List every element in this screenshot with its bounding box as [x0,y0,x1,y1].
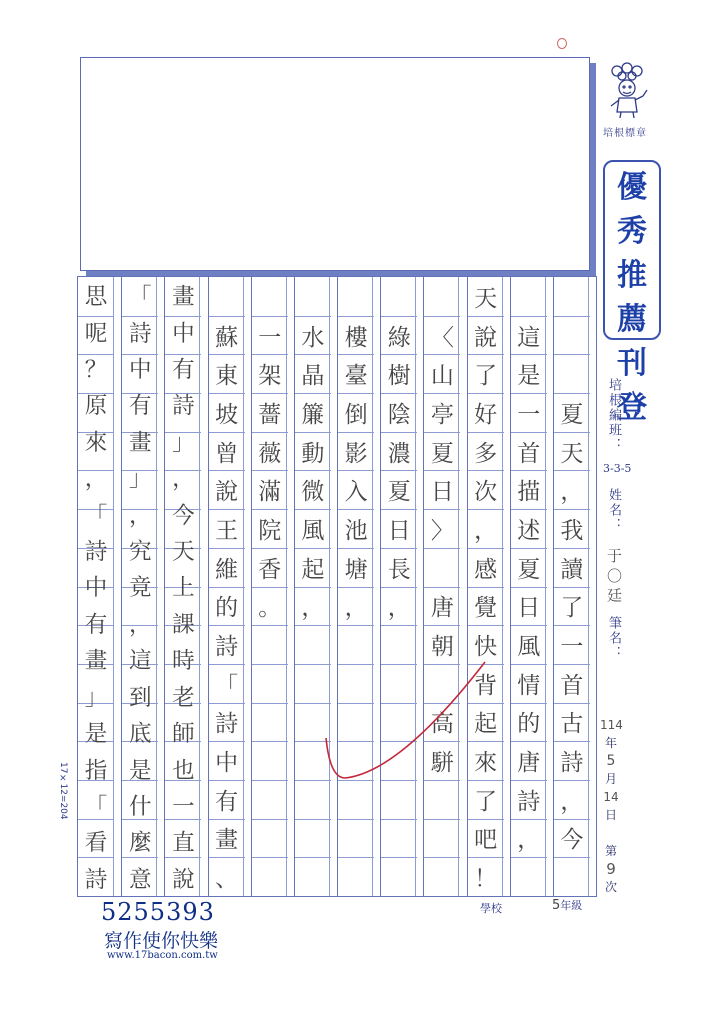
essay-char: 什 [128,793,152,820]
essay-char: 今 [560,827,584,854]
grid-column [423,277,466,896]
essay-char: 朝 [430,634,454,661]
grid-column [294,277,337,896]
essay-char: 的 [517,711,541,738]
essay-char [338,741,374,780]
essay-char: ， [560,479,584,506]
grid-column [78,277,121,896]
grid-column [510,277,553,896]
essay-char [424,780,460,819]
essay-char: ， [344,595,368,622]
essay-char: 」 [172,429,195,456]
essay-char: 到 [128,684,152,711]
essay-char: 畫 [128,429,152,456]
stamp-char: 登 [617,390,647,425]
essay-char [381,703,417,742]
essay-char [295,277,331,316]
essay-char: 說 [474,324,498,351]
essay-char [338,780,374,819]
essay-char: 情 [517,672,541,699]
essay-char: 吧 [474,827,498,854]
pen-name-label: 筆名： [606,616,621,661]
essay-char [295,819,331,858]
grid-column [467,277,510,896]
essay-char: 詩 [84,866,108,893]
essay-char: 究 [128,539,152,566]
essay-char: 畫 [172,284,195,311]
essay-char [381,741,417,780]
essay-char: 「 [84,793,108,820]
essay-char: ， [128,502,152,529]
essay-char [381,625,417,664]
essay-char: 入 [344,479,368,506]
essay-char: 樓 [344,324,368,351]
essay-char: 樹 [387,363,411,390]
cell-divider [252,857,288,858]
essay-char: 日 [387,517,411,544]
essay-char: 夏 [560,401,584,428]
essay-char [424,819,460,858]
essay-char: 詩 [215,634,239,661]
essay-char: ， [517,827,541,854]
essay-char: 滿 [258,479,282,506]
essay-char: 水 [301,324,325,351]
essay-char: ， [301,595,325,622]
session-label-pre: 第 [604,844,617,858]
essay-char: 中 [172,320,195,347]
essay-char: 中 [84,575,108,602]
essay-char: ， [172,466,195,493]
essay-char [338,664,374,703]
essay-char: 動 [301,440,325,467]
essay-char: 述 [517,517,541,544]
cell-divider [338,857,374,858]
essay-char: 中 [128,357,152,384]
essay-char: 維 [215,556,239,583]
essay-char: 竟 [128,575,152,602]
essay-char: 院 [258,517,282,544]
essay-char: ， [387,595,411,622]
essay-char: 塘 [344,556,368,583]
essay-char: 是 [128,757,152,784]
essay-char [252,703,288,742]
essay-char: 「 [215,672,239,699]
essay-char: 詩 [84,539,108,566]
date-day: 14 [603,790,619,804]
essay-char: 風 [517,634,541,661]
essay-char: 、 [215,866,239,893]
essay-char: 長 [387,556,411,583]
date-month: 5 [606,753,616,769]
essay-char: 指 [84,757,108,784]
class-value: 3-3-5 [603,462,632,475]
essay-char: 畫 [215,827,239,854]
essay-char: 有 [215,788,239,815]
essay-char: 唐 [430,595,454,622]
essay-char: 有 [84,611,108,638]
essay-char: 高 [430,711,454,738]
essay-char: ， [84,466,108,493]
essay-char: 時 [172,648,195,675]
essay-char: 這 [517,324,541,351]
stamp-char: 薦 [617,302,647,337]
essay-char: 。 [258,595,282,622]
essay-char [209,277,245,316]
essay-char [338,819,374,858]
essay-char: 夏 [430,440,454,467]
essay-char: 微 [301,479,325,506]
essay-char [338,625,374,664]
essay-char: 直 [172,830,195,857]
essay-char: 描 [517,479,541,506]
essay-char: 東 [215,363,239,390]
bacon-logo-label: 培根標章 [603,128,647,139]
essay-char: 詩 [172,393,195,420]
essay-char: 詩 [517,788,541,815]
essay-char: 來 [84,429,108,456]
essay-char: 陰 [387,401,411,428]
essay-char: 畫 [84,648,108,675]
essay-char: 」 [84,684,108,711]
essay-char: 這 [128,648,152,675]
essay-char: 簾 [301,401,325,428]
essay-char [295,741,331,780]
essay-char [554,277,590,316]
essay-writing-grid [77,276,597,897]
essay-char: 影 [344,440,368,467]
essay-char: 讀 [560,556,584,583]
essay-char [424,548,460,587]
essay-char: 一 [517,401,541,428]
essay-char: 上 [172,575,195,602]
grid-column [337,277,380,896]
essay-char: 麼 [128,830,152,857]
grid-column [380,277,423,896]
cell-divider [554,857,590,858]
essay-char: 看 [84,830,108,857]
brand-slogan: 寫作使你快樂 [104,930,219,952]
essay-char [554,354,590,393]
essay-char [381,819,417,858]
cell-divider [424,857,460,858]
essay-char: 意 [128,866,152,893]
essay-char: 有 [172,357,195,384]
essay-char [252,741,288,780]
bacon-logo-icon [603,62,653,120]
grid-column [208,277,251,896]
essay-char: 是 [84,721,108,748]
essay-char: 說 [215,479,239,506]
essay-char: 〈 [430,324,454,351]
grade-value: 5 [552,898,561,913]
essay-char: 了 [474,363,498,390]
essay-char [252,664,288,703]
essay-char [381,664,417,703]
date-month-label: 月 [604,772,617,786]
essay-char: 風 [301,517,325,544]
grid-column [251,277,294,896]
essay-char: 唐 [517,750,541,777]
essay-char [338,703,374,742]
stamp-char: 秀 [617,214,647,249]
essay-char: 〉 [430,517,454,544]
class-label: 培根編班： [606,378,621,453]
essay-char: 一 [560,634,584,661]
essay-char: 駢 [430,750,454,777]
stamp-char: 推 [617,258,647,293]
essay-char: 坡 [215,401,239,428]
essay-char [338,277,374,316]
essay-char: 詩 [560,750,584,777]
essay-char: 古 [560,711,584,738]
bacon-logo [603,62,653,120]
essay-char: 王 [215,517,239,544]
essay-char: 山 [430,363,454,390]
teacher-comment-box [80,57,590,271]
grid-column [164,277,207,896]
grid-column [553,277,596,896]
essay-char: 次 [474,479,498,506]
essay-char: 曾 [215,440,239,467]
essay-char: 綠 [387,324,411,351]
essay-char: 臺 [344,363,368,390]
essay-char: ， [474,517,498,544]
essay-char [295,625,331,664]
essay-char: 感 [474,556,498,583]
essay-char [295,703,331,742]
date-year: 114 [600,718,623,732]
essay-char: 香 [258,556,282,583]
essay-char [381,780,417,819]
essay-char: 起 [474,711,498,738]
session-label-post: 次 [604,880,617,894]
essay-char: 了 [560,595,584,622]
essay-char [295,664,331,703]
essay-char: 「 [128,284,152,311]
cell-divider [511,857,547,858]
essay-char: 背 [474,672,498,699]
essay-char: 今 [172,502,195,529]
name-value: 于 〇 廷 [605,548,623,603]
essay-char: 天 [560,440,584,467]
essay-char [381,277,417,316]
essay-char: 底 [128,721,152,748]
essay-char: 老 [172,684,195,711]
essay-char: 夏 [387,479,411,506]
stamp-char: 優 [617,170,647,205]
essay-char: 天 [172,539,195,566]
essay-char: 思 [84,284,108,311]
essay-char: 濃 [387,440,411,467]
essay-char: 師 [172,721,195,748]
essay-char [252,277,288,316]
essay-char [554,316,590,355]
date-block [600,716,622,824]
sheet-number: 5255393 [101,898,215,926]
corner-mark [557,38,567,49]
date-day-label: 日 [604,808,617,822]
essay-char: 池 [344,517,368,544]
essay-char: 呢 [84,320,108,347]
name-label: 姓名： [606,488,621,533]
essay-char: 詩 [128,320,152,347]
essay-char: 是 [517,363,541,390]
essay-char: ！ [474,866,498,893]
essay-char: 說 [172,866,195,893]
essay-char: 晶 [301,363,325,390]
essay-char: 倒 [344,401,368,428]
essay-char: 好 [474,401,498,428]
essay-char: ？ [84,357,108,384]
essay-char: 詩 [215,711,239,738]
essay-char: 亭 [430,401,454,428]
essay-char: 蘇 [215,324,239,351]
session-value: 9 [606,860,616,878]
grid-column [121,277,164,896]
essay-char: 架 [258,363,282,390]
cell-divider [381,857,417,858]
essay-char: 了 [474,788,498,815]
essay-char: 多 [474,440,498,467]
stamp-char: 刊 [617,346,647,381]
essay-char: 課 [172,611,195,638]
grid-spec: 17×12=204 [58,762,68,820]
essay-char: 日 [517,595,541,622]
essay-char: 薇 [258,440,282,467]
essay-char [511,277,547,316]
essay-char [252,819,288,858]
essay-char: 來 [474,750,498,777]
grade-field [552,897,582,913]
essay-char: 夏 [517,556,541,583]
essay-char: 薔 [258,401,282,428]
essay-char [252,625,288,664]
date-year-label: 年 [604,736,617,750]
cell-divider [295,857,331,858]
essay-char [424,664,460,703]
essay-char: 首 [517,440,541,467]
essay-char: 日 [430,479,454,506]
essay-char: 快 [474,634,498,661]
essay-char: ， [128,611,152,638]
grade-label: 年級 [560,899,583,912]
essay-char: 「 [84,502,108,529]
essay-char [252,780,288,819]
brand-url: www.17bacon.com.tw [107,950,218,961]
school-label: 學校 [480,902,502,915]
essay-char: 我 [560,517,584,544]
essay-char: 也 [172,757,195,784]
essay-char [295,780,331,819]
essay-char: 起 [301,556,325,583]
essay-char: 的 [215,595,239,622]
essay-char: 原 [84,393,108,420]
essay-char: 首 [560,672,584,699]
essay-char [424,277,460,316]
essay-char: 覺 [474,595,498,622]
ruby-strip [113,277,121,896]
essay-char: 天 [474,285,498,312]
essay-char: 一 [258,324,282,351]
essay-char: 」 [128,466,152,493]
essay-char: ， [560,788,584,815]
essay-char: 一 [172,793,195,820]
essay-char: 有 [128,393,152,420]
session-block [600,842,622,896]
essay-char: 中 [215,750,239,777]
